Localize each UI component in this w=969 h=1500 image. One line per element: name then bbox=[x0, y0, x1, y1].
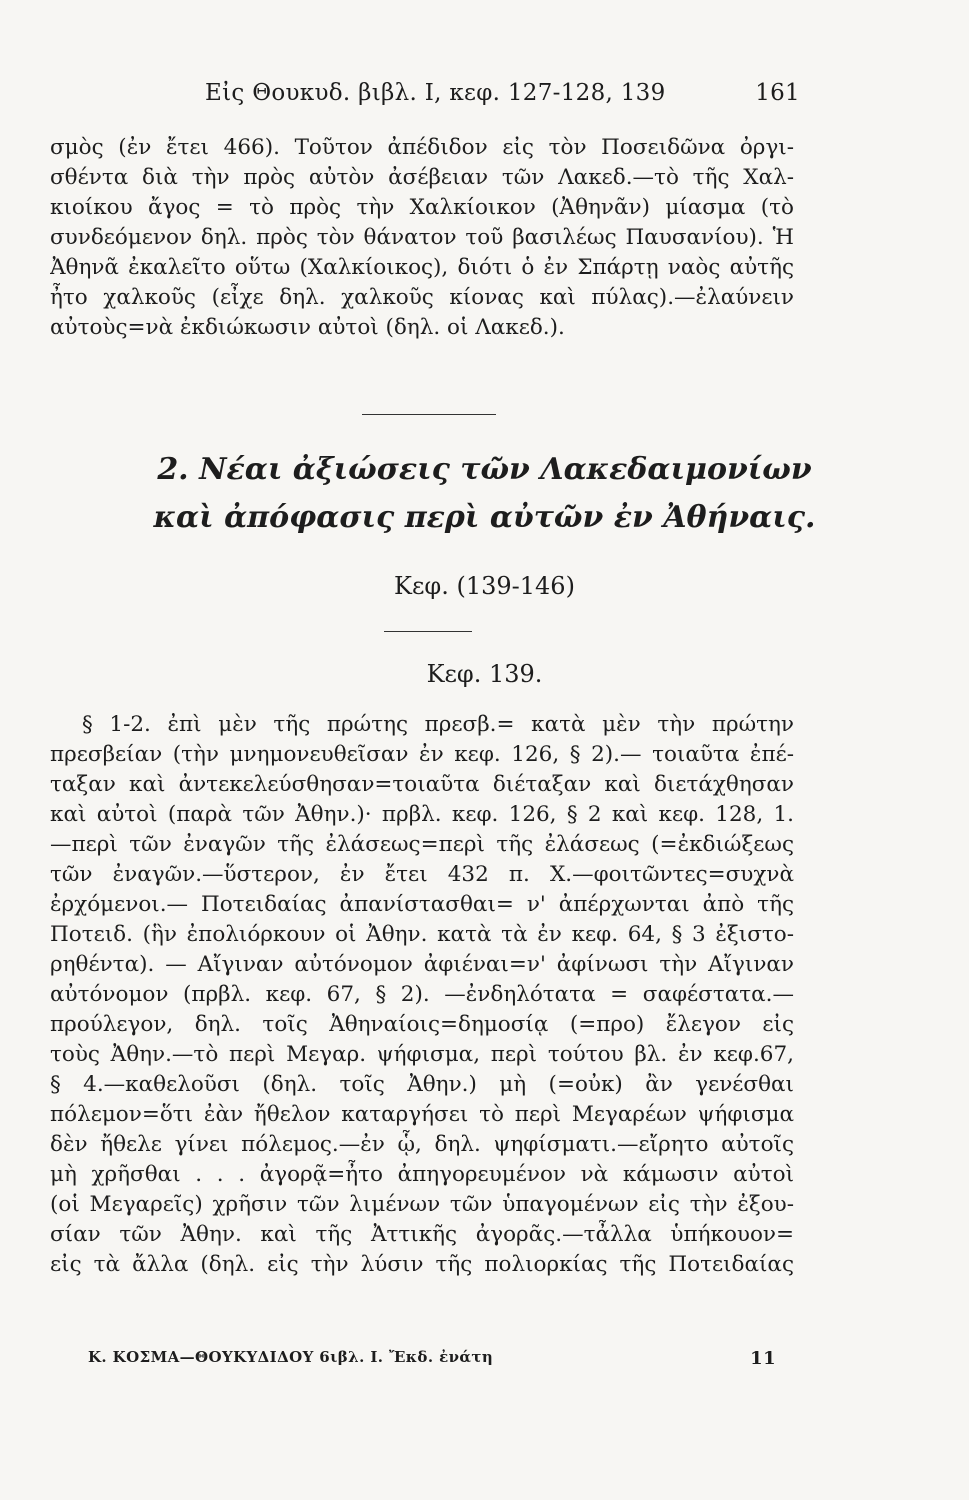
footer-signature-line bbox=[88, 1348, 776, 1369]
text-line: σθέντα διὰ τὴν πρὸς αὐτὸν ἀσέβειαν τῶν Λακεδ.—τὸ τῆς Χαλ- bbox=[50, 165, 794, 190]
chapter-range: Κεφ. (139-146) bbox=[394, 572, 575, 600]
commentary-paragraph bbox=[50, 710, 794, 1280]
text-line: κιοίκου ἄγος = τὸ πρὸς τὴν Χαλκίοικον (Ἀθηνᾶν) μίασμα (τὸ bbox=[50, 195, 794, 220]
chapter-divider bbox=[384, 631, 472, 632]
text-line: πόλεμον=ὅτι ἐὰν ἤθελον καταργήσει τὸ περὶ Μεγαρέων ψήφισμα bbox=[50, 1102, 794, 1127]
chapter-label: Κεφ. 139. bbox=[426, 660, 543, 688]
text-line: Ἀθηνᾶ ἐκαλεῖτο οὕτω (Χαλκίοικος), διότι ὁ ἐν Σπάρτῃ ναὸς αὐτῆς bbox=[50, 255, 794, 280]
text-line: συνδεόμενον δηλ. πρὸς τὸν θάνατον τοῦ βασιλέως Παυσανίου). Ἡ bbox=[50, 225, 794, 250]
section-divider bbox=[362, 414, 496, 415]
section-heading-line-2: καὶ ἀπόφασις περὶ αὐτῶν ἐν Ἀθήναις. bbox=[153, 500, 816, 535]
text-line: § 4.—καθελοῦσι (δηλ. τοῖς Ἀθην.) μὴ (=οὐκ) ἂν γενέσθαι bbox=[50, 1072, 794, 1097]
text-line: προύλεγον, δηλ. τοῖς Ἀθηναίοις=δημοσίᾳ (=προ) ἔλεγον εἰς bbox=[50, 1012, 794, 1037]
text-line: τῶν ἐναγῶν.—ὕστερον, ἐν ἔτει 432 π. Χ.—φοιτῶντες=συχνὰ bbox=[50, 862, 794, 887]
text-line: (οἱ Μεγαρεῖς) χρῆσιν τῶν λιμένων τῶν ὑπαγομένων εἰς τὴν ἐξου- bbox=[50, 1192, 794, 1217]
text-line: § 1-2. ἐπὶ μὲν τῆς πρώτης πρεσβ.= κατὰ μὲν τὴν πρώτην bbox=[82, 712, 794, 737]
text-line: ἦτο χαλκοῦς (εἶχε δηλ. χαλκοῦς κίονας καὶ πύλας).—ἐλαύνειν bbox=[50, 285, 794, 310]
text-line: Ποτειδ. (ἣν ἐπολιόρκουν οἱ Ἀθην. κατὰ τὰ ἐν κεφ. 64, § 3 ἐξιστο- bbox=[50, 922, 794, 947]
text-line: ρηθέντα). — Αἴγιναν αὐτόνομον ἀφιέναι=ν' ἀφίνωσι τὴν Αἴγιναν bbox=[50, 952, 794, 977]
text-line: πρεσβείαν (τὴν μνημονευθεῖσαν ἐν κεφ. 126, § 2).— τοιαῦτα ἐπέ- bbox=[50, 742, 794, 767]
text-line: ταξαν καὶ ἀντεκελεύσθησαν=τοιαῦτα διέταξαν καὶ διετάχθησαν bbox=[50, 772, 794, 797]
running-title: Εἰς Θουκυδ. βιβλ. I, κεφ. 127-128, 139 bbox=[205, 80, 666, 106]
text-line: αὐτοὺς=νὰ ἐκδιώκωσιν αὐτοὶ (δηλ. οἱ Λακεδ.). bbox=[50, 315, 565, 340]
page-number: 161 bbox=[755, 80, 800, 106]
text-line: αὐτόνομον (πρβλ. κεφ. 67, § 2). —ἐνδηλότατα = σαφέστατα.— bbox=[50, 982, 794, 1007]
running-head bbox=[205, 80, 800, 106]
text-line: τοὺς Ἀθην.—τὸ περὶ Μεγαρ. ψήφισμα, περὶ τούτου βλ. ἐν κεφ.67, bbox=[50, 1042, 794, 1067]
text-line: σμὸς (ἐν ἔτει 466). Τοῦτον ἀπέδιδον εἰς τὸν Ποσειδῶνα ὀργι- bbox=[50, 135, 794, 160]
text-line: εἰς τὰ ἄλλα (δηλ. εἰς τὴν λύσιν τῆς πολιορκίας τῆς Ποτειδαίας bbox=[50, 1252, 794, 1277]
signature-mark: 11 bbox=[750, 1348, 776, 1369]
top-paragraph bbox=[50, 133, 794, 343]
text-line: ἐρχόμενοι.— Ποτειδαίας ἀπανίστασθαι= ν' ἀπέρχωνται ἀπὸ τῆς bbox=[50, 892, 794, 917]
text-line: μὴ χρῆσθαι . . . ἀγορᾷ=ἦτο ἀπηγορευμένον νὰ κάμωσιν αὐτοὶ bbox=[50, 1162, 794, 1187]
text-line: σίαν τῶν Ἀθην. καὶ τῆς Ἀττικῆς ἀγορᾶς.—τἆλλα ὑπήκουον= bbox=[50, 1222, 794, 1247]
text-line: δὲν ἤθελε γίνει πόλεμος.—ἐν ᾧ, δηλ. ψηφίσματι.—εἴρητο αὐτοῖς bbox=[50, 1132, 794, 1157]
text-line: —περὶ τῶν ἐναγῶν τῆς ἐλάσεως=περὶ τῆς ἐλάσεως (=ἐκδιώξεως bbox=[50, 832, 794, 857]
section-heading-line-1: 2. Νέαι ἀξιώσεις τῶν Λακεδαιμονίων bbox=[157, 452, 812, 487]
text-line: καὶ αὐτοὶ (παρὰ τῶν Ἀθην.)· πρβλ. κεφ. 126, § 2 καὶ κεφ. 128, 1. bbox=[50, 802, 794, 827]
footer-imprint: Κ. ΚΟΣΜΑ—ΘΟΥΚΥΔΙΔΟΥ 6ιβλ. Ι. Ἔκδ. ἐνάτη bbox=[88, 1348, 494, 1366]
